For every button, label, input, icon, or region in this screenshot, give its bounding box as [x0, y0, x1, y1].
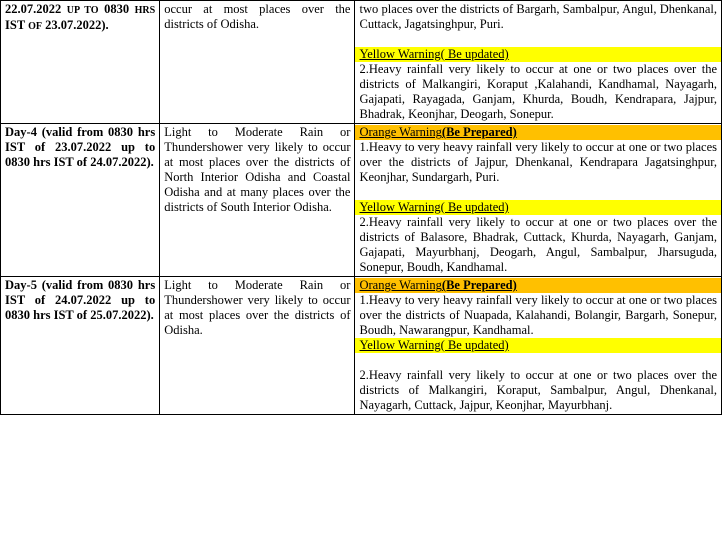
- validity-cell: Day-5 (valid from 0830 hrs IST of 24.07.2022 up to 0830 hrs IST of 25.07.2022).: [1, 277, 160, 415]
- warning-text: 1.Heavy to very heavy rainfall very likely to occur at one or two places over the districts of Nuapada, Kalahandi, Bolangir, Bargarh, Sonepur, Boudh, Nawarangpur, Kandhamal.: [359, 293, 717, 337]
- yellow-warning-band: [355, 200, 721, 215]
- orange-warning-label: Orange Warning: [359, 278, 442, 292]
- yellow-warning-band: [355, 47, 721, 62]
- orange-warning-qualifier: (Be Prepared): [441, 125, 517, 139]
- forecast-cell: Light to Moderate Rain or Thundershower very likely to occur at most places over the districts of Odisha.: [160, 277, 355, 415]
- yellow-warning-band: [355, 338, 721, 353]
- warning-text: 2.Heavy rainfall very likely to occur at one or two places over the districts of Malkangiri, Koraput ,Kalahandi, Kandhamal, Nayagarh, Gajapati, Rayagada, Ganjam, Khurda, Boudh, Kendrapara, Jajpur, Bhadrak, Keonjhar, Deogarh, Sonepur.: [359, 62, 717, 121]
- table-row: [1, 124, 722, 277]
- orange-warning-band: [355, 125, 721, 140]
- orange-warning-label: Orange Warning: [359, 125, 442, 139]
- warning-text: 1.Heavy to very heavy rainfall very likely to occur at one or two places over the districts of Jajpur, Dhenkanal, Kendrapara Jagatsinghpur, Keonjhar, Sundargarh, Puri.: [359, 140, 717, 184]
- orange-warning-band: [355, 278, 721, 293]
- forecast-cell: Light to Moderate Rain or Thundershower very likely to occur at most places over the districts of North Interior Odisha and Coastal Odisha and at many places over the districts of South Interior Odisha.: [160, 124, 355, 277]
- table-row: [1, 277, 722, 415]
- forecast-cell: occur at most places over the districts of Odisha.: [160, 1, 355, 124]
- warning-cell: [355, 1, 722, 124]
- validity-cell: 22.07.2022 UP TO 0830 HRS IST OF 23.07.2022).: [1, 1, 160, 124]
- warning-text: 2.Heavy rainfall very likely to occur at one or two places over the districts of Malkangiri, Koraput, Sambalpur, Angul, Dhenkanal, Nayagarh, Cuttack, Jajpur, Keonjhar, Mayurbhanj.: [359, 368, 717, 412]
- validity-cell: Day-4 (valid from 0830 hrs IST of 23.07.2022 up to 0830 hrs IST of 24.07.2022).: [1, 124, 160, 277]
- warning-text: 2.Heavy rainfall very likely to occur at one or two places over the districts of Balasore, Bhadrak, Cuttack, Khurda, Nayagarh, Ganjam, Gajapati, Mayurbhanj, Deogarh, Angul, Sambalpur, Jharsuguda, Sonepur, Boudh, Kandhamal.: [359, 215, 717, 274]
- yellow-warning-label: Yellow Warning( Be updated): [359, 338, 509, 352]
- yellow-warning-label: Yellow Warning( Be updated): [359, 200, 509, 214]
- warning-cell: [355, 124, 722, 277]
- yellow-warning-label: Yellow Warning( Be updated): [359, 47, 509, 61]
- warning-cell: [355, 277, 722, 415]
- table-row: [1, 1, 722, 124]
- orange-warning-qualifier: (Be Prepared): [441, 278, 517, 292]
- warning-text: two places over the districts of Bargarh, Sambalpur, Angul, Dhenkanal, Cuttack, Jagatsinghpur, Puri.: [359, 2, 717, 31]
